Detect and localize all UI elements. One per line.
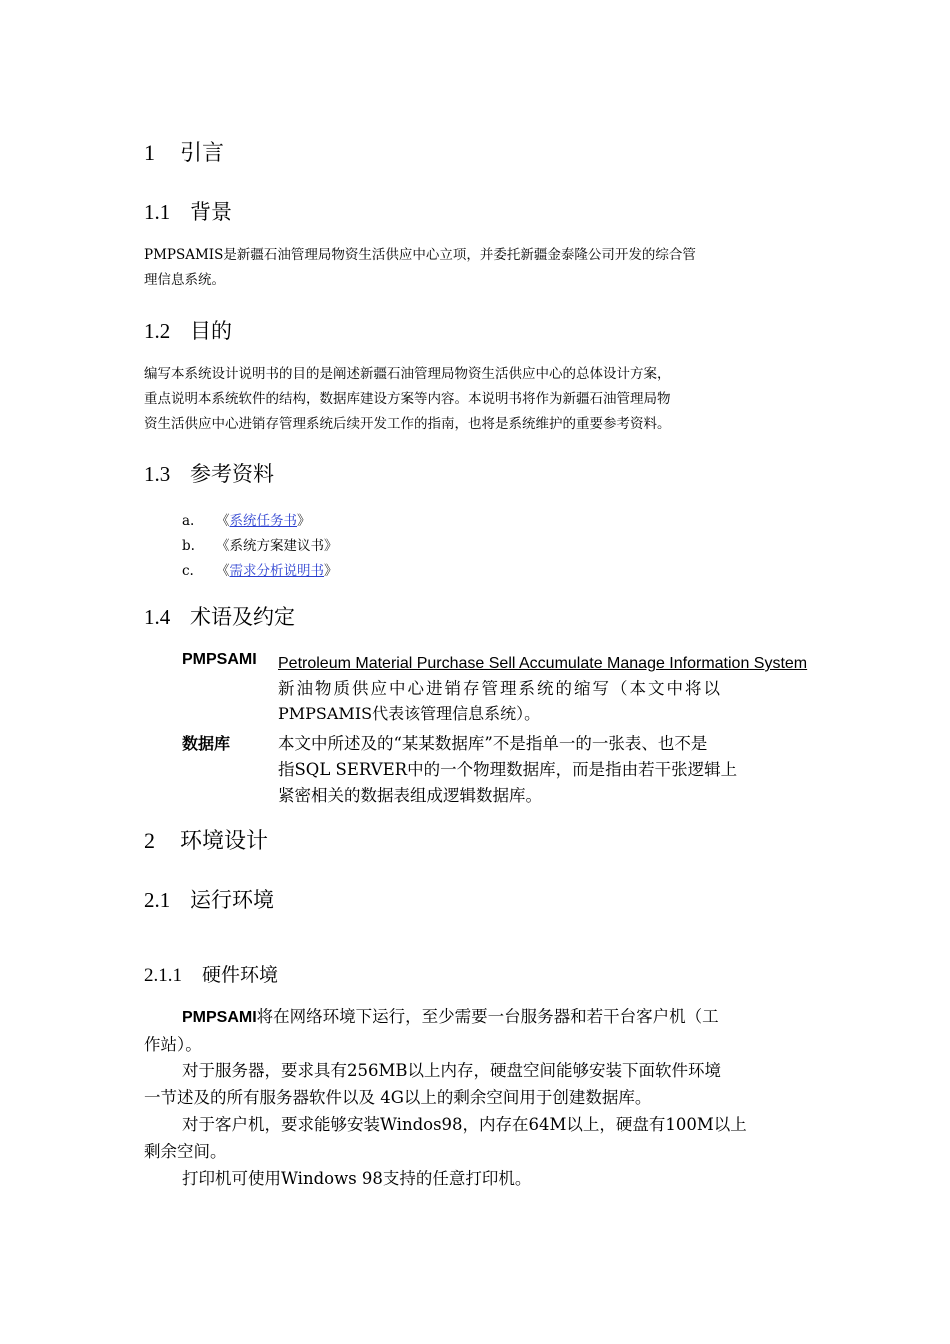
term-definition: Petroleum Material Purchase Sell Accumulate Manage Information System 新油物质供应中心进销存管理系统的缩写（本文中将以 PMPSAMIS代表该管理信息系统）。 (278, 655, 808, 723)
term-label: 数据库 (182, 736, 231, 753)
hardware-paragraph: PMPSAMI将在网络环境下运行，至少需要一台服务器和若干台客户机（工 作站）。 (144, 1007, 719, 1054)
purpose-paragraph: 编写本系统设计说明书的目的是阐述新疆石油管理局物资生活供应中心的总体设计方案， 重点说明本系统软件的结构，数据库建设方案等内容。本说明书将作为新疆石油管理局物 资生活供应中心进销存管理系统后续开发工作的指南，也将是系统维护的重要参考资料。 (144, 366, 671, 432)
heading-1-1: 1.1 背景 (144, 200, 232, 224)
reference-item: a. 《系统任务书》 (182, 513, 311, 529)
reference-item: c. 《需求分析说明书》 (182, 563, 338, 579)
heading-2: 2 环境设计 (144, 828, 269, 854)
term-label: PMPSAMI (182, 651, 257, 668)
heading-2-1: 2.1 运行环境 (144, 888, 274, 912)
heading-1-4: 1.4 术语及约定 (144, 605, 295, 629)
heading-2-1-1: 2.1.1 硬件环境 (144, 964, 279, 986)
heading-1-3: 1.3 参考资料 (144, 462, 274, 486)
reference-link-requirements[interactable]: 需求分析说明书 (229, 563, 324, 579)
term-definition: 本文中所述及的“某某数据库”不是指单一的一张表、也不是 指SQL SERVER中的一个物理数据库，而是指由若干张逻辑上 紧密相关的数据表组成逻辑数据库。 (278, 734, 738, 805)
term-row (182, 731, 230, 754)
printer-paragraph: 打印机可使用Windows 98支持的任意打印机。 (182, 1169, 532, 1188)
reference-link-task[interactable]: 系统任务书 (229, 513, 297, 529)
server-paragraph: 对于服务器，要求具有256MB以上内存，硬盘空间能够安装下面软件环境 一节述及的所有服务器软件以及 4G以上的剩余空间用于创建数据库。 (144, 1061, 722, 1107)
reference-item: b. 《系统方案建议书》 (182, 538, 338, 554)
heading-1: 1 引言 (144, 140, 225, 166)
reference-list (182, 509, 338, 584)
term-row (182, 651, 257, 669)
background-paragraph: PMPSAMIS是新疆石油管理局物资生活供应中心立项，并委托新疆金泰隆公司开发的综合管 理信息系统。 (144, 247, 696, 288)
heading-1-2: 1.2 目的 (144, 319, 232, 343)
client-paragraph: 对于客户机，要求能够安装Windos98，内存在64M以上，硬盘有100M以上 剩余空间。 (144, 1115, 747, 1161)
